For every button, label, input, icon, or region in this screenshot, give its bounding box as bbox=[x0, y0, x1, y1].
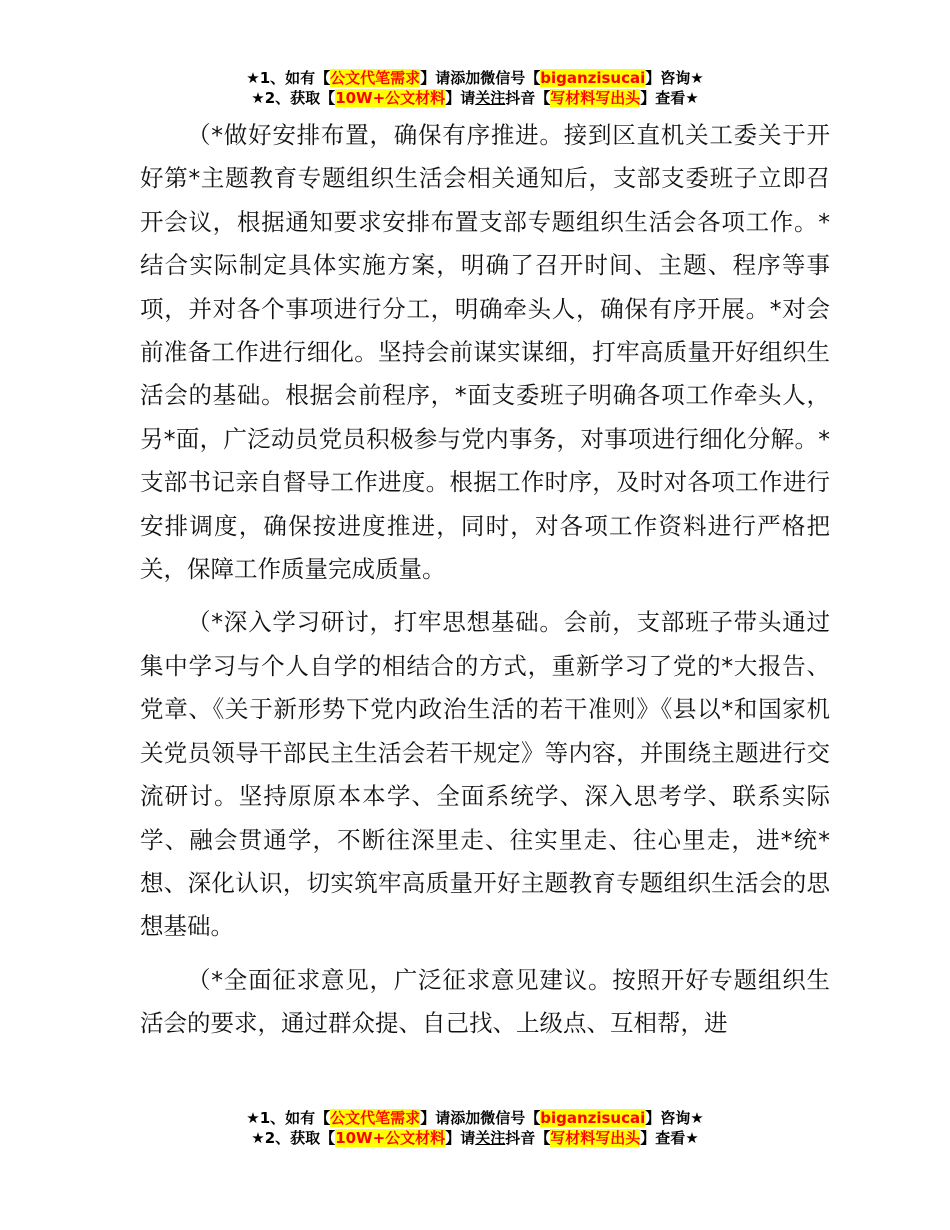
paragraph: （*全面征求意见，广泛征求意见建议。按照开好专题组织生活会的要求，通过群众提、自己找、上级点、互相帮，进 bbox=[140, 965, 830, 1038]
banner-highlight: 写材料写出头 bbox=[550, 89, 641, 107]
header-banner bbox=[0, 68, 950, 108]
banner-highlight: 写材料写出头 bbox=[550, 1129, 641, 1147]
header-banner-line-2 bbox=[0, 88, 950, 108]
banner-text: 抖音【 bbox=[505, 89, 551, 107]
banner-wechat-id: biganzisucai bbox=[540, 69, 646, 87]
banner-text: 】请 bbox=[445, 1129, 476, 1147]
banner-text: 】请添加微信号【 bbox=[420, 69, 541, 87]
header-banner-line-1 bbox=[0, 68, 950, 88]
banner-text: ★1、如有【 bbox=[246, 1109, 331, 1127]
banner-text: 】查看★ bbox=[640, 1129, 699, 1147]
banner-text: 】咨询★ bbox=[645, 69, 704, 87]
banner-highlight: 公文代笔需求 bbox=[330, 1109, 421, 1127]
document-body bbox=[140, 114, 830, 1046]
banner-text: 抖音【 bbox=[505, 1129, 551, 1147]
banner-text: 】请 bbox=[445, 89, 476, 107]
banner-wechat-id: biganzisucai bbox=[540, 1109, 646, 1127]
banner-highlight: 10W+公文材料 bbox=[335, 1129, 446, 1147]
banner-highlight: 10W+公文材料 bbox=[335, 89, 446, 107]
footer-banner-line-1 bbox=[0, 1108, 950, 1128]
paragraph: （*深入学习研讨，打牢思想基础。会前，支部班子带头通过集中学习与个人自学的相结合的方式，重新学习了党的*大报告、党章、《关于新形势下党内政治生活的若干准则》《县以*和国家机关党员领导干部民主生活会若干规定》等内容，并围绕主题进行交流研讨。坚持原原本本学、全面系统学、深入思考学、联系实际学、融会贯通学，不断往深里走、往实里走、往心里走，进*统*想、深化认识，切实筑牢高质量开好主题教育专题组织生活会的思想基础。 bbox=[140, 608, 830, 941]
banner-text: ★2、获取【 bbox=[251, 89, 336, 107]
banner-underlined-text: 关注 bbox=[475, 1129, 506, 1147]
banner-text: 】请添加微信号【 bbox=[420, 1109, 541, 1127]
footer-banner-line-2 bbox=[0, 1128, 950, 1148]
banner-text: 】查看★ bbox=[640, 89, 699, 107]
banner-highlight: 公文代笔需求 bbox=[330, 69, 421, 87]
banner-text: 】咨询★ bbox=[645, 1109, 704, 1127]
paragraph: （*做好安排布置，确保有序推进。接到区直机关工委关于开好第*主题教育专题组织生活会相关通知后，支部支委班子立即召开会议，根据通知要求安排布置支部专题组织生活会各项工作。*结合实际制定具体实施方案，明确了召开时间、主题、程序等事项，并对各个事项进行分工，明确牵头人，确保有序开展。*对会前准备工作进行细化。坚持会前谋实谋细，打牢高质量开好组织生活会的基础。根据会前程序，*面支委班子明确各项工作牵头人，另*面，广泛动员党员积极参与党内事务，对事项进行细化分解。*支部书记亲自督导工作进度。根据工作时序，及时对各项工作进行安排调度，确保按进度推进，同时，对各项工作资料进行严格把关，保障工作质量完成质量。 bbox=[140, 121, 830, 584]
banner-underlined-text: 关注 bbox=[475, 89, 506, 107]
footer-banner bbox=[0, 1108, 950, 1148]
banner-text: ★2、获取【 bbox=[251, 1129, 336, 1147]
banner-text: ★1、如有【 bbox=[246, 69, 331, 87]
